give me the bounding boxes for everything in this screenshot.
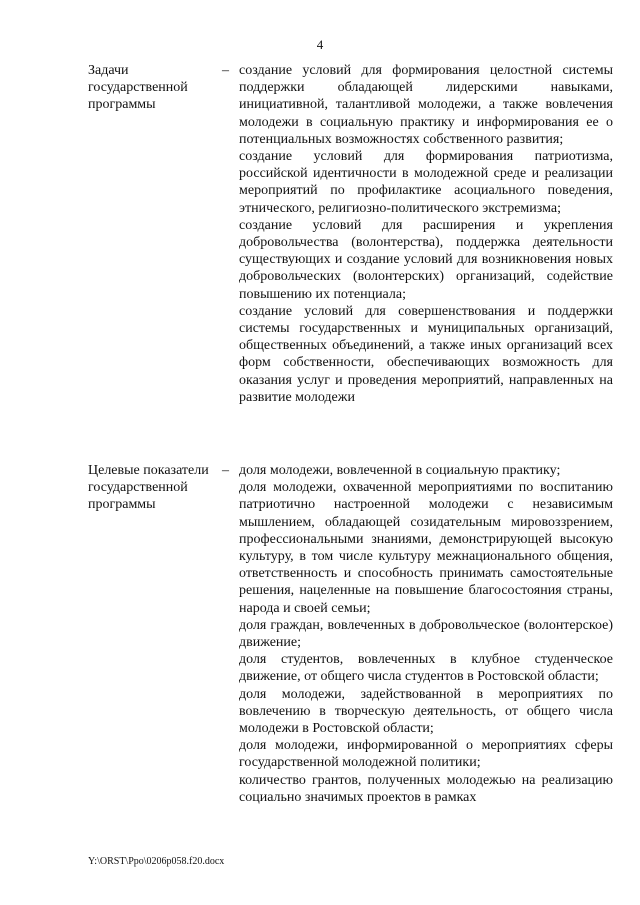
page-number: 4 (316, 37, 324, 52)
task-item: создание условий для совершенствования и поддержки системы государственных и муниципальных организаций, общественных объединений, а также иных организаций всех форм собственности, обеспечивающих возможность для оказания услуг и проведения мероприятий, направленных на развитие молодежи (239, 303, 613, 405)
task-item: создание условий для формирования патриотизма, российской идентичности в молодежной среде и реализации мероприятий по профилактике асоциального поведения, этнического, религиозно-политического экстремизма; (239, 149, 613, 216)
indicator-item: доля молодежи, задействованной в мероприятиях по вовлечению в творческую деятельность, от общего числа молодежи в Ростовской области; (239, 686, 613, 737)
tasks-list (239, 62, 613, 406)
indicators-list (239, 462, 613, 806)
indicators-dash: – (222, 463, 229, 478)
file-path-footer: Y:\ORST\Ppo\0206p058.f20.docx (88, 856, 225, 867)
tasks-dash: – (222, 63, 229, 78)
indicator-item: доля граждан, вовлеченных в добровольческое (волонтерское) движение; (239, 617, 613, 651)
tasks-label: Задачи государственной программы (88, 63, 188, 113)
indicator-item: доля студентов, вовлеченных в клубное студенческое движение, от общего числа студентов в Ростовской области; (239, 652, 613, 685)
indicator-item: доля молодежи, информированной о мероприятиях сферы государственной молодежной политики; (239, 738, 613, 771)
task-item: создание условий для формирования целостной системы поддержки обладающей лидерскими навыками, инициативной, талантливой молодежи, а также вовлечения молодежи в социальную практику и информирования ее о потенциальных возможностях собственного развития; (239, 63, 613, 147)
indicator-item: доля молодежи, вовлеченной в социальную практику; (239, 463, 561, 478)
indicators-label: Целевые показатели государственной программы (88, 463, 209, 513)
indicator-item: доля молодежи, охваченной мероприятиями по воспитанию патриотично настроенной молодежи с независимым мышлением, обладающей созидательным мировоззрением, профессиональными знаниями, демонстрирующей высокую культуру, в том числе культуру межнационального общения, ответственность и способность принимать самостоятельные решения, нацеленные на повышение благосостояния страны, народа и своей семьи; (239, 480, 613, 616)
task-item: создание условий для расширения и укрепления добровольчества (волонтерства), поддержка деятельности существующих и создание условий для возникновения новых добровольческих (волонтерских) организаций, содействие повышению их потенциала; (239, 217, 613, 302)
indicator-item: количество грантов, полученных молодежью на реализацию социально значимых проектов в рамках (239, 772, 613, 805)
